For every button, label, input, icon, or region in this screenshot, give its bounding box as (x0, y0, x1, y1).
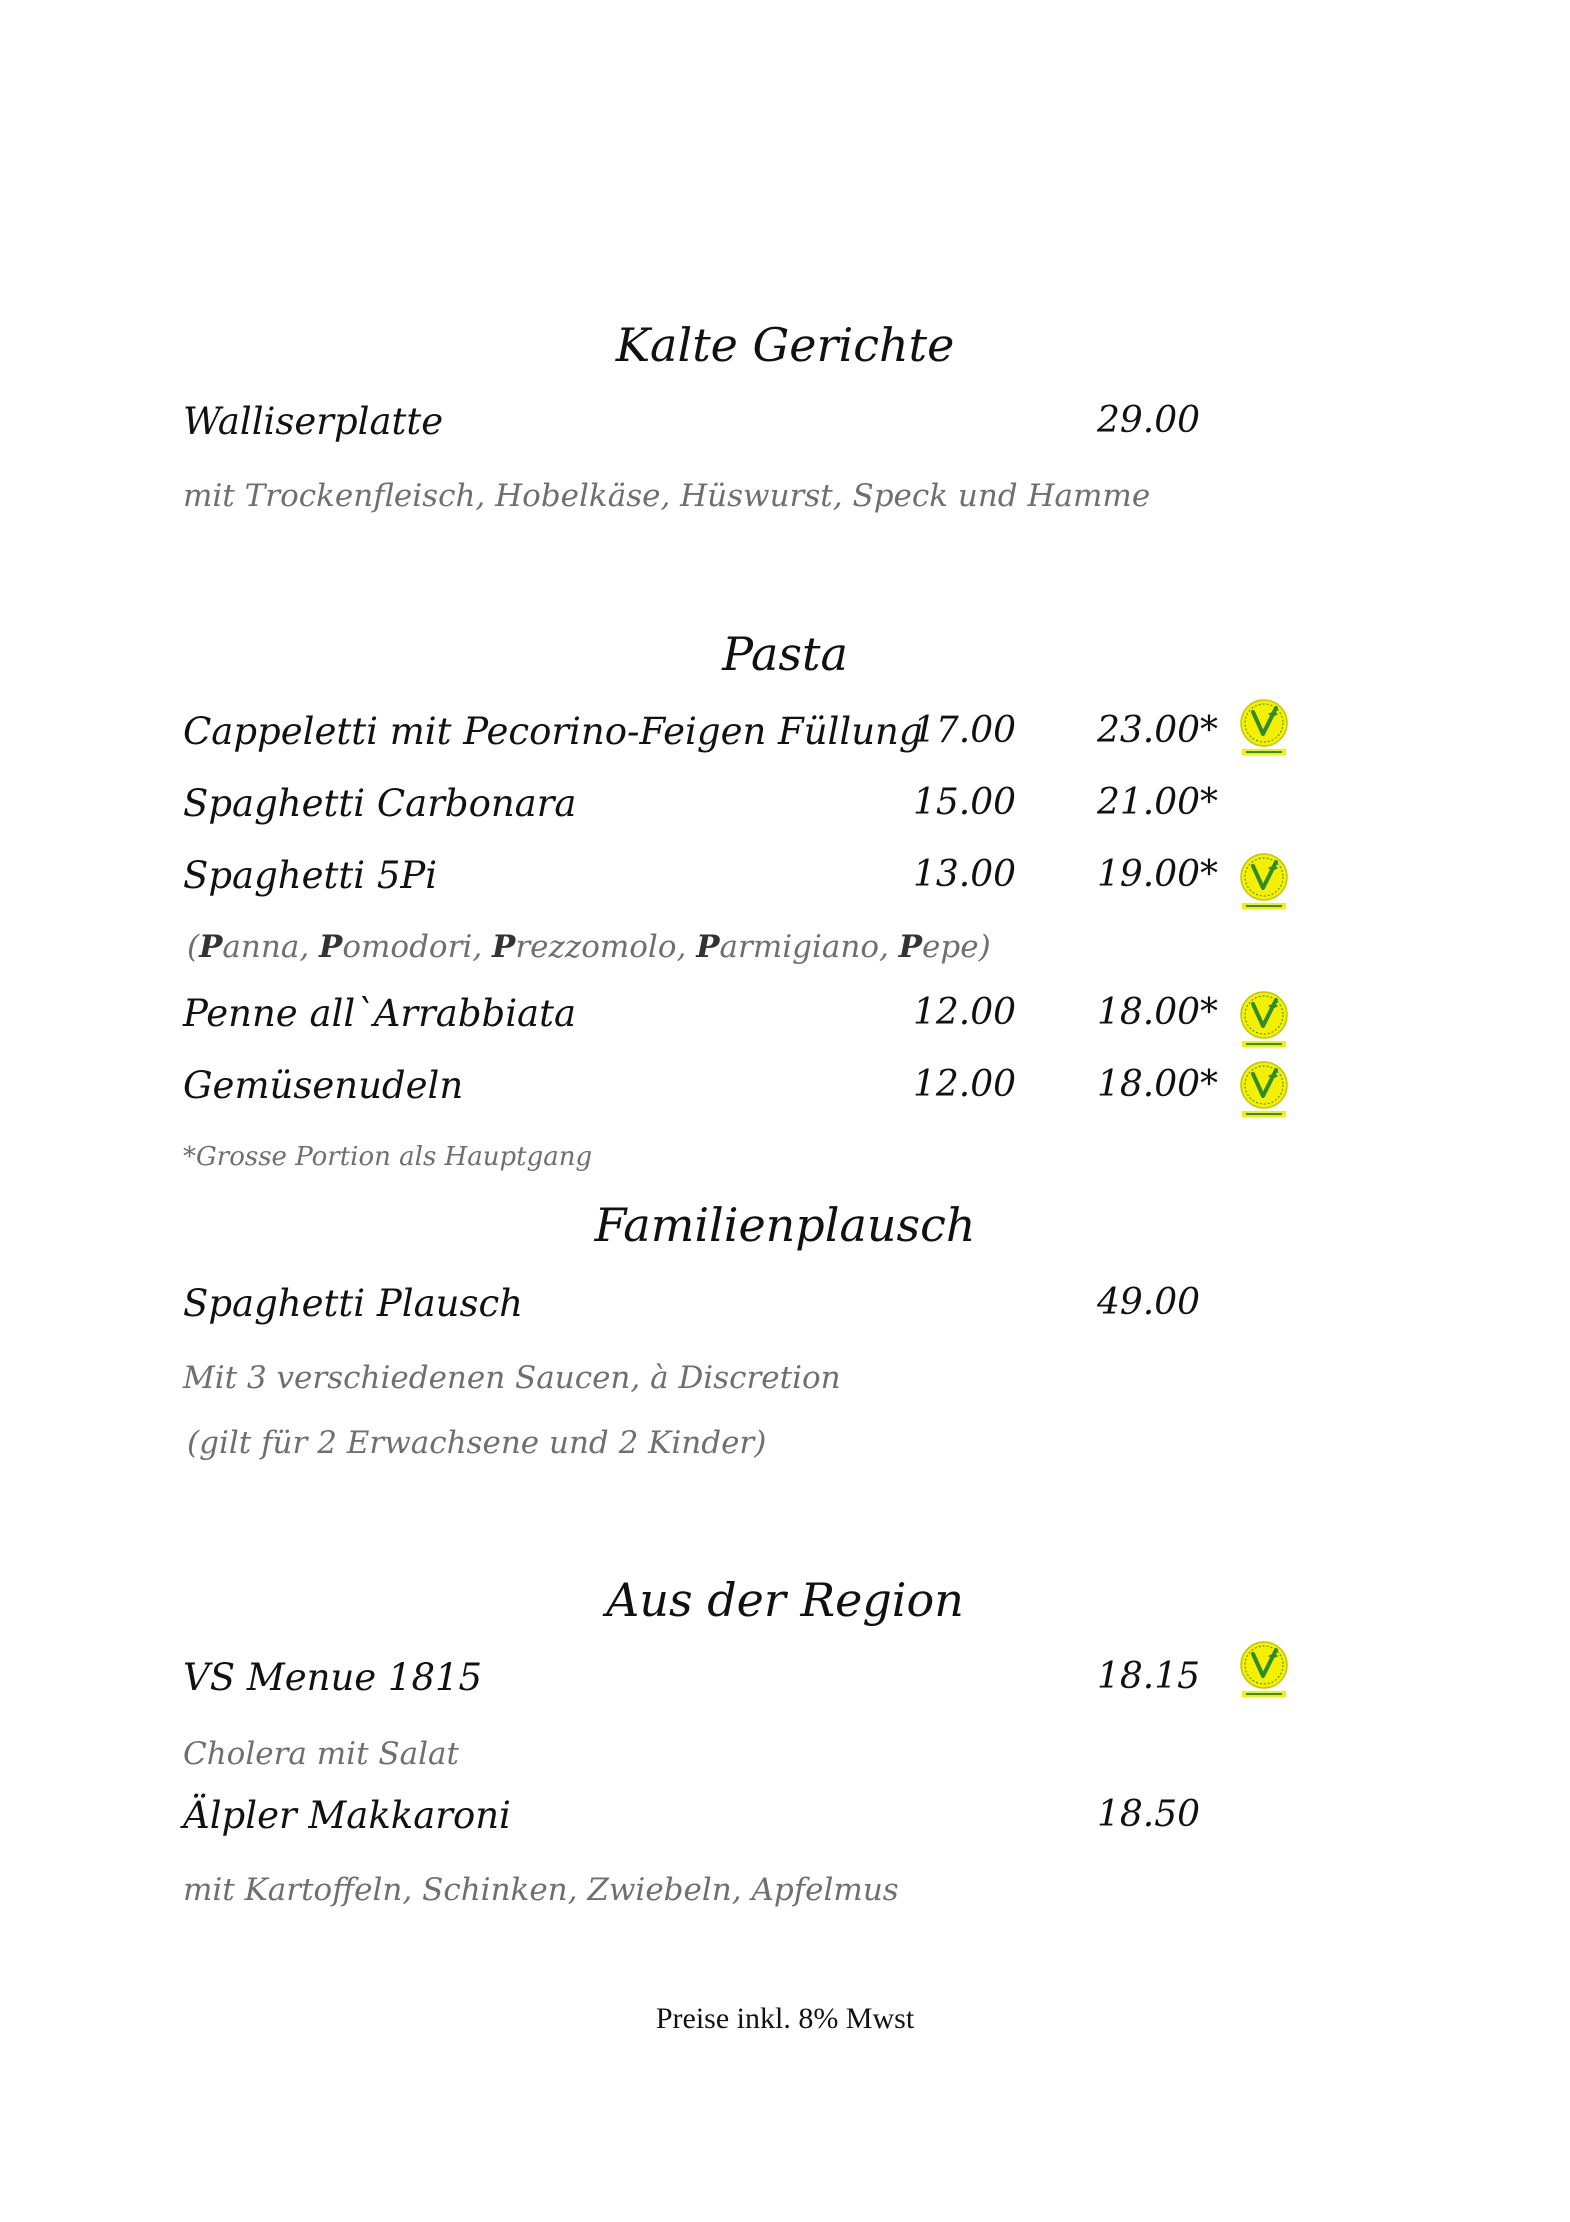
section-title-kalte-gerichte: Kalte Gerichte (615, 318, 955, 372)
five-p-ingredient: Pomodori (319, 929, 473, 965)
vegetarian-badge-icon (1238, 852, 1290, 910)
section-title-familienplausch: Familienplausch (594, 1198, 976, 1252)
menu-item-aelpler-makkaroni: Älpler Makkaroni (183, 1794, 511, 1837)
item-description-plausch-note: (gilt für 2 Erwachsene und 2 Kinder) (187, 1425, 767, 1461)
price-small-gemuesenudeln: 12.00 (913, 1064, 1017, 1105)
five-p-ingredient: Parmigiano (696, 929, 880, 965)
menu-item-penne-arrabbiata: Penne all`Arrabbiata (183, 992, 577, 1035)
menu-item-walliserplatte: Walliserplatte (183, 400, 444, 443)
item-description-walliserplatte: mit Trockenfleisch, Hobelkäse, Hüswurst, Speck und Hamme (183, 478, 1151, 514)
item-description-aelpler: mit Kartoffeln, Schinken, Zwiebeln, Apfelmus (183, 1872, 899, 1908)
price-large-penne: 18.00* (1097, 992, 1219, 1033)
five-p-ingredient: Panna (199, 929, 300, 965)
item-description-plausch: Mit 3 verschiedenen Saucen, à Discretion (183, 1360, 841, 1396)
menu-item-spaghetti-carbonara: Spaghetti Carbonara (183, 782, 577, 825)
vegetarian-badge-icon (1238, 990, 1290, 1048)
five-p-ingredient: Pepe (898, 929, 979, 965)
vegetarian-badge-icon (1238, 1640, 1290, 1698)
price-walliserplatte: 29.00 (1097, 400, 1201, 441)
menu-item-vs-menue-1815: VS Menue 1815 (183, 1656, 483, 1699)
vegetarian-badge-icon (1238, 698, 1290, 756)
price-small-5pi: 13.00 (913, 854, 1017, 895)
price-large-5pi: 19.00* (1097, 854, 1219, 895)
five-p-ingredient: Prezzomolo (492, 929, 677, 965)
price-aelpler-makkaroni: 18.50 (1097, 1794, 1201, 1835)
price-spaghetti-plausch: 49.00 (1097, 1282, 1201, 1323)
price-vs-menue-1815: 18.15 (1097, 1656, 1201, 1697)
menu-item-gemuesenudeln: Gemüsenudeln (183, 1064, 464, 1107)
vegetarian-badge-icon (1238, 1060, 1290, 1118)
item-description-5pi: (Panna, Pomodori, Prezzomolo, Parmigiano, Pepe) (187, 929, 991, 965)
menu-item-cappeletti: Cappeletti mit Pecorino-Feigen Füllung (183, 710, 923, 753)
price-small-carbonara: 15.00 (913, 782, 1017, 823)
price-small-cappeletti: 17.00 (913, 710, 1017, 751)
price-large-cappeletti: 23.00* (1097, 710, 1219, 751)
menu-item-spaghetti-5pi: Spaghetti 5Pi (183, 854, 438, 897)
menu-item-spaghetti-plausch: Spaghetti Plausch (183, 1282, 523, 1325)
price-footnote: Preise inkl. 8% Mwst (655, 2002, 915, 2035)
price-small-penne: 12.00 (913, 992, 1017, 1033)
section-title-pasta: Pasta (722, 627, 848, 681)
price-large-gemuesenudeln: 18.00* (1097, 1064, 1219, 1105)
item-description-vs-menue: Cholera mit Salat (183, 1736, 459, 1772)
footnote-large-portion: *Grosse Portion als Hauptgang (183, 1142, 593, 1172)
price-large-carbonara: 21.00* (1097, 782, 1219, 823)
section-title-aus-der-region: Aus der Region (606, 1573, 964, 1627)
